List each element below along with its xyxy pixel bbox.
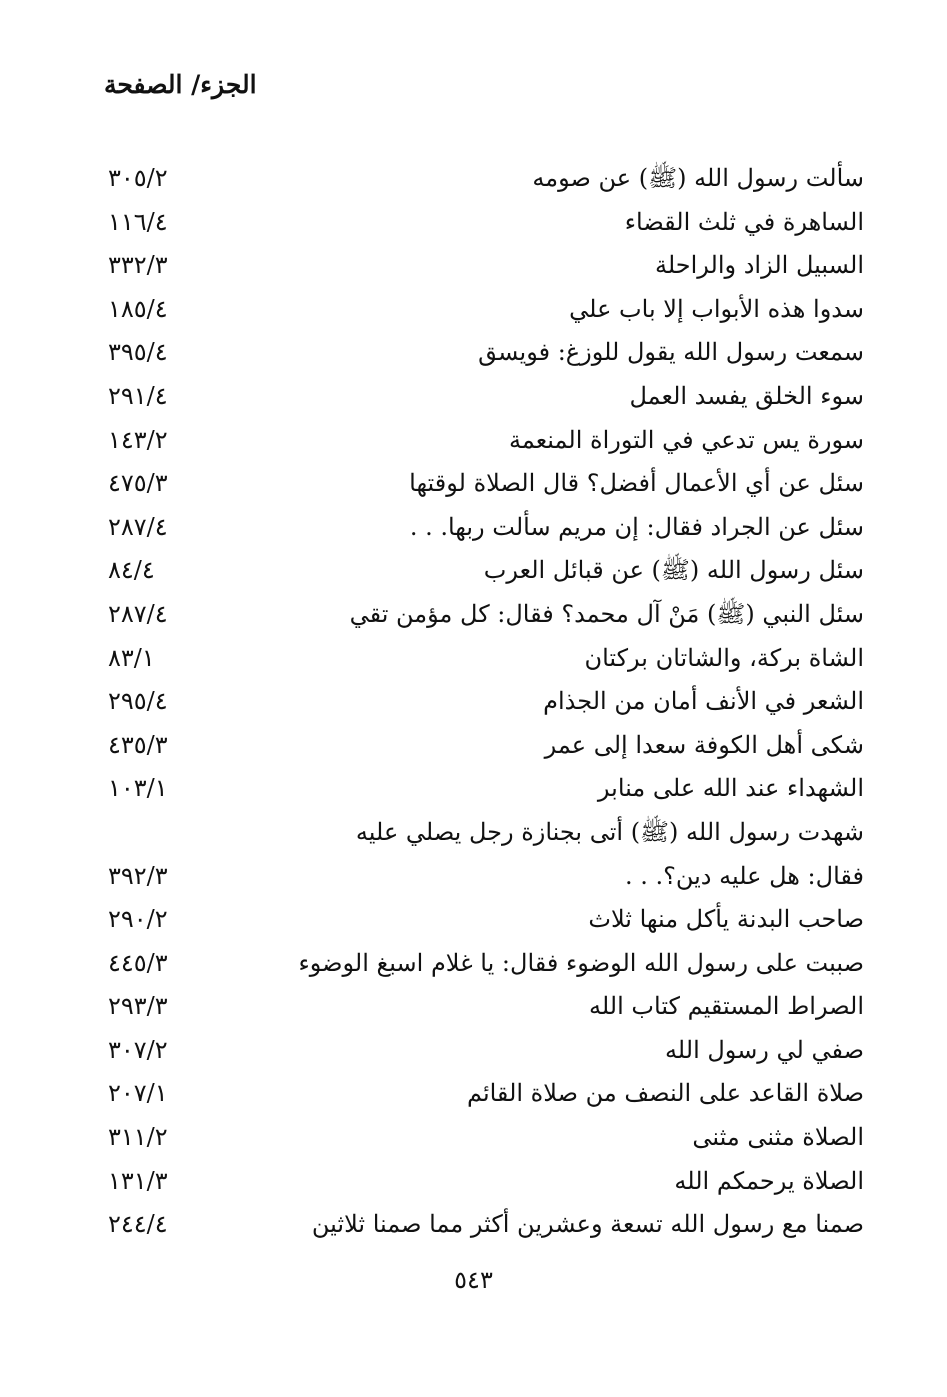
entry-text: الصراط المستقيم كتاب الله: [588, 992, 864, 1021]
entry-volume-page-ref: ٢٨٧/٤: [108, 599, 168, 628]
index-entry-row: [0, 637, 947, 681]
index-entry-row: [0, 549, 947, 593]
entry-volume-page-ref: ١٨٥/٤: [108, 294, 168, 323]
entry-volume-page-ref: ٣٠٥/٢: [108, 164, 168, 192]
index-entry-row: [0, 1203, 947, 1247]
entry-volume-page-ref: ٢٤٤/٤: [108, 1210, 168, 1239]
index-entry-row: [0, 680, 947, 724]
entry-volume-page-ref: ٤٧٥/٣: [108, 469, 168, 498]
entry-volume-page-ref: ٣٩٥/٤: [108, 338, 168, 367]
entry-text: صببت على رسول الله الوضوء فقال: يا غلام اسبغ الوضوء: [298, 948, 864, 977]
entry-volume-page-ref: ٣١١/٢: [108, 1123, 168, 1152]
entry-volume-page-ref: ٣٣٢/٣: [108, 251, 168, 280]
entry-text: صمنا مع رسول الله تسعة وعشرين أكثر مما صمنا ثلاثين: [311, 1210, 864, 1239]
entry-volume-page-ref: ٢٩٣/٣: [108, 992, 168, 1021]
entry-text: سئل عن أي الأعمال أفضل؟ قال الصلاة لوقتها: [409, 469, 864, 498]
index-entry-row: [0, 1160, 947, 1204]
entry-text: سئل النبي (ﷺ) مَنْ آل محمد؟ فقال: كل مؤمن تقي: [349, 599, 864, 628]
index-entry-row: [0, 855, 947, 899]
index-list: [0, 157, 947, 1247]
entry-volume-page-ref: ٤٤٥/٣: [108, 948, 168, 977]
column-header: الجزء/ الصفحة: [104, 70, 257, 99]
index-entry-row: [0, 462, 947, 506]
index-entry-row: [0, 419, 947, 463]
entry-volume-page-ref: ١٣١/٣: [108, 1166, 168, 1195]
entry-volume-page-ref: ٢٩٥/٤: [108, 687, 168, 716]
entry-text: الصلاة يرحمكم الله: [674, 1166, 864, 1195]
entry-text: الشاة بركة، والشاتان بركتان: [584, 643, 864, 672]
entry-text: صاحب البدنة يأكل منها ثلاث: [588, 905, 864, 934]
entry-volume-page-ref: ٨٣/١: [108, 643, 155, 672]
entry-text: السبيل الزاد والراحلة: [654, 251, 864, 280]
entry-text: شكى أهل الكوفة سعدا إلى عمر: [544, 730, 864, 759]
index-entry-row: [0, 331, 947, 375]
index-entry-row: [0, 724, 947, 768]
entry-text: فقال: هل عليه دين؟. . .: [624, 861, 864, 890]
index-entry-row: [0, 506, 947, 550]
index-entry-row: [0, 767, 947, 811]
entry-volume-page-ref: ١١٦/٤: [108, 207, 168, 236]
entry-volume-page-ref: ٢٨٧/٤: [108, 512, 168, 541]
index-entry-row: [0, 288, 947, 332]
index-entry-row: [0, 157, 947, 201]
entry-volume-page-ref: ٨٤/٤: [108, 556, 155, 585]
entry-volume-page-ref: ١٠٣/١: [108, 774, 168, 803]
index-entry-row: [0, 898, 947, 942]
entry-text: الساهرة في ثلث القضاء: [624, 207, 864, 236]
entry-volume-page-ref: ٢٩٠/٢: [108, 905, 168, 934]
entry-volume-page-ref: ٣٠٧/٢: [108, 1035, 168, 1064]
index-entry-row: [0, 942, 947, 986]
entry-text: صلاة القاعد على النصف من صلاة القائم: [466, 1079, 864, 1108]
index-entry-row: [0, 244, 947, 288]
entry-volume-page-ref: ١٤٣/٢: [108, 425, 168, 454]
entry-text: سورة يس تدعي في التوراة المنعمة: [508, 425, 864, 454]
entry-text: سوء الخلق يفسد العمل: [629, 381, 864, 410]
entry-text: سمعت رسول الله يقول للوزغ: فويسق: [478, 338, 864, 367]
entry-volume-page-ref: ٢٠٧/١: [108, 1079, 168, 1108]
index-entry-row: [0, 593, 947, 637]
entry-text: سألت رسول الله (ﷺ) عن صومه: [532, 164, 864, 192]
entry-text: سئل رسول الله (ﷺ) عن قبائل العرب: [483, 556, 864, 585]
entry-volume-page-ref: ٤٣٥/٣: [108, 730, 168, 759]
index-entry-row: [0, 985, 947, 1029]
index-entry-row: [0, 1072, 947, 1116]
entry-text: الشعر في الأنف أمان من الجذام: [543, 687, 864, 716]
index-entry-row: [0, 375, 947, 419]
entry-volume-page-ref: ٢٩١/٤: [108, 381, 168, 410]
entry-text: الشهداء عند الله على منابر: [597, 774, 864, 803]
entry-text: سئل عن الجراد فقال: إن مريم سألت ربها. . .: [409, 512, 864, 541]
entry-text: شهدت رسول الله (ﷺ) أتى بجنازة رجل يصلي عليه: [355, 817, 864, 846]
entry-text: سدوا هذه الأبواب إلا باب علي: [569, 294, 864, 323]
entry-text: صفي لي رسول الله: [664, 1035, 864, 1064]
index-entry-row: [0, 201, 947, 245]
page-number: ٥٤٣: [454, 1266, 493, 1294]
index-entry-row: [0, 1029, 947, 1073]
entry-volume-page-ref: ٣٩٢/٣: [108, 861, 168, 890]
index-entry-row: [0, 1116, 947, 1160]
index-entry-row: [0, 811, 947, 855]
entry-text: الصلاة مثنى مثنى: [692, 1123, 864, 1152]
